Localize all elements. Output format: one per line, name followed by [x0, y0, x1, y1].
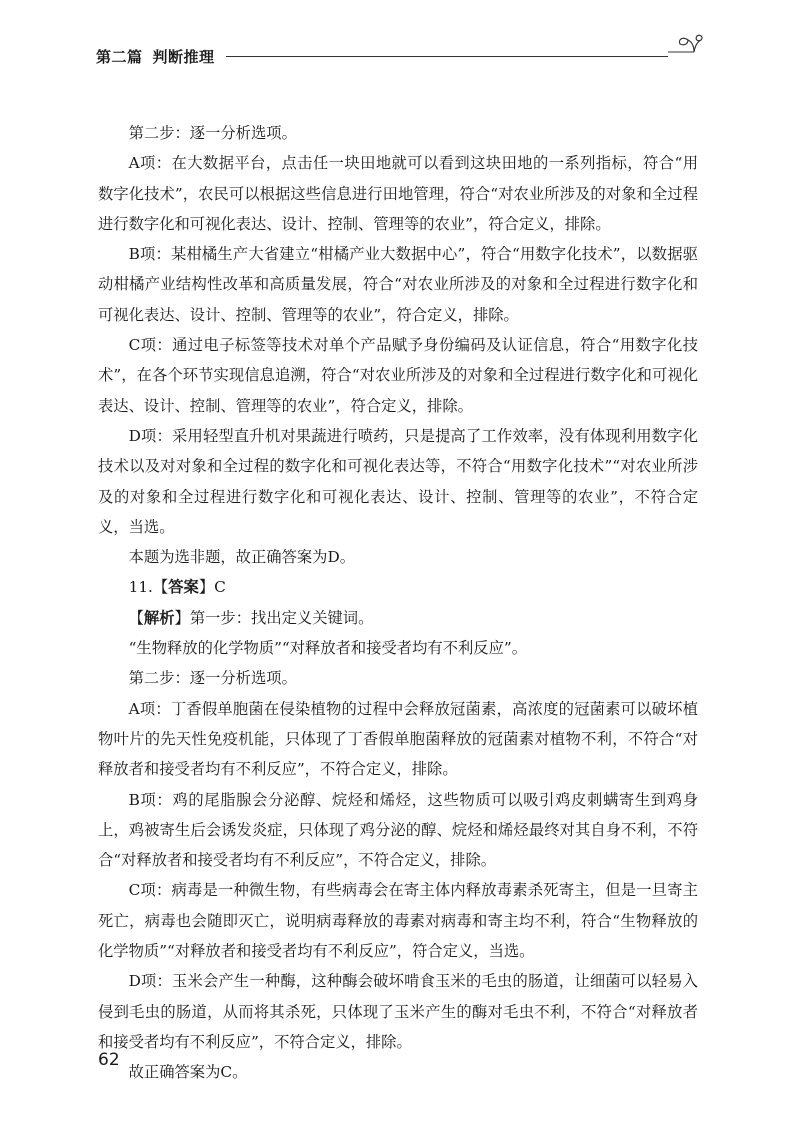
- question-answer-line: [98, 572, 698, 602]
- sprout-icon: [664, 34, 704, 66]
- header-rule: [226, 56, 668, 57]
- step-two-heading: 第二步：逐一分析选项。: [128, 124, 297, 142]
- analysis-text: 第一步：找出定义关键词。: [189, 608, 374, 627]
- option-c-analysis-2: C项：病毒是一种微生物，有些病毒会在寄主体内释放毒素杀死寄主，但是一旦寄主死亡，病毒也会随即灭亡，说明病毒释放的毒素对病毒和寄主均不利，符合“生物释放的化学物质”“对释放者和接受者均有不利反应”，符合定义，当选。: [98, 881, 698, 961]
- page-number: 62: [98, 1050, 120, 1070]
- question-number: 11.: [128, 578, 153, 597]
- step-two-heading-2: 第二步：逐一分析选项。: [128, 669, 297, 688]
- answer-value: C: [214, 578, 226, 597]
- option-a-analysis: A项：在大数据平台，点击任一块田地就可以看到这块田地的一系列指标，符合“用数字化技术”，农民可以根据这些信息进行田地管理，符合“对农业所涉及的对象和全过程进行数字化和可视化表达、设计、控制、管理等的农业”，符合定义，排除。: [98, 154, 698, 233]
- analysis-line: [98, 603, 698, 633]
- answer-close-bracket: 】: [198, 578, 215, 597]
- analysis-open-bracket: 【: [128, 608, 144, 627]
- option-b-analysis: B项：某柑橘生产大省建立“柑橘产业大数据中心”，符合“用数字化技术”，以数据驱动柑橘产业结构性改革和高质量发展，符合“对农业所涉及的对象和全过程进行数字化和可视化表达、设计、控制、管理等的农业”，符合定义，排除。: [98, 245, 698, 324]
- header-title: [96, 46, 215, 67]
- page-content: [98, 118, 698, 1088]
- option-d-analysis-2: D项：玉米会产生一种酶，这种酶会破坏啃食玉米的毛虫的肠道，让细菌可以轻易入侵到毛虫的肠道，从而将其杀死，只体现了玉米产生的酶对毛虫不利，不符合“对释放者和接受者均有不利反应”，不符合定义，排除。: [98, 972, 698, 1051]
- answer-label: 答案: [168, 578, 199, 597]
- option-d-analysis: D项：采用轻型直升机对果蔬进行喷药，只是提高了工作效率，没有体现利用数字化技术以及对对象和全过程的数字化和可视化表达等，不符合“用数字化技术”“对农业所涉及的对象和全过程进行数字化和可视化表达、设计、控制、管理等的农业”，不符合定义，当选。: [98, 426, 698, 536]
- header-part: 第二篇: [96, 48, 143, 66]
- option-c-analysis: C项：通过电子标签等技术对单个产品赋予身份编码及认证信息，符合“用数字化技术”，在各个环节实现信息追溯，符合“对农业所涉及的对象和全过程进行数字化和可视化表达、设计、控制、管理等的农业”，符合定义，排除。: [98, 336, 698, 415]
- answer-conclusion-2: 故正确答案为C。: [128, 1063, 248, 1082]
- option-b-analysis-2: B项：鸡的尾脂腺会分泌醇、烷烃和烯烃，这些物质可以吸引鸡皮刺螨寄生到鸡身上，鸡被寄生后会诱发炎症，只体现了鸡分泌的醇、烷烃和烯烃最终对其自身不利，不符合“对释放者和接受者均有不利反应”，不符合定义，排除。: [98, 790, 698, 870]
- answer-open-bracket: 【: [152, 578, 169, 597]
- page-header: [96, 40, 704, 80]
- header-section: 判断推理: [152, 48, 215, 66]
- definition-keywords: “生物释放的化学物质”“对释放者和接受者均有不利反应”。: [128, 639, 528, 658]
- analysis-label: 解析: [143, 608, 175, 627]
- answer-conclusion: 本题为选非题，故正确答案为D。: [128, 548, 356, 567]
- option-a-analysis-2: A项：丁香假单胞菌在侵染植物的过程中会释放冠菌素，高浓度的冠菌素可以破坏植物叶片的先天性免疫机能，只体现了丁香假单胞菌释放的冠菌素对植物不利，不符合“对释放者和接受者均有不利反应”，不符合定义，排除。: [98, 699, 698, 779]
- analysis-close-bracket: 】: [174, 608, 190, 627]
